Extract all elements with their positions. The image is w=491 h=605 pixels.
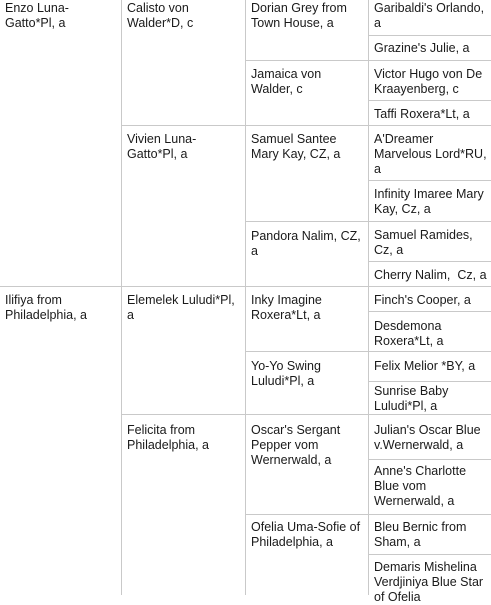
gen4-ancestor: Infinity Imaree Mary Kay, Cz, a [374, 187, 484, 216]
gen4-ancestor: Grazine's Julie, a [374, 41, 470, 55]
gen4-ancestor: Cherry Nalim, Cz, a [374, 268, 487, 282]
gen4-ancestor: Victor Hugo von De Kraayenberg, c [374, 67, 483, 96]
gen4-ancestor: Samuel Ramides, Cz, a [374, 228, 473, 257]
gen3-ancestor: Pandora Nalim, CZ, a [251, 229, 361, 258]
gen4-ancestor: Desdemona Roxera*Lt, a [374, 319, 444, 348]
gen4-ancestor: Bleu Bernic from Sham, a [374, 520, 467, 549]
gen3-ancestor: Dorian Grey from Town House, a [251, 1, 347, 30]
gen4-ancestor: Julian's Oscar Blue v.Wernerwald, a [374, 423, 481, 452]
gen4-ancestor: Sunrise Baby Luludi*Pl, a [374, 384, 449, 413]
gen3-ancestor: Jamaica von Walder, c [251, 67, 322, 96]
gen4-ancestor: Demaris Mishelina Verdjiniya Blue Star of Ofelia [374, 560, 484, 604]
gen4-ancestor: Garibaldi's Orlando, a [374, 1, 485, 30]
gen3-ancestor: Inky Imagine Roxera*Lt, a [251, 293, 322, 322]
gen1-ancestor: Enzo Luna-Gatto*Pl, a [5, 1, 69, 30]
gen1-ancestor: Ilifiya from Philadelphia, a [5, 293, 88, 322]
gen2-ancestor: Calisto von Walder*D, c [127, 1, 194, 30]
gen3-ancestor: Oscar's Sergant Pepper vom Wernerwald, a [251, 423, 341, 467]
gen2-ancestor: Felicita from Philadelphia, a [127, 423, 210, 452]
gen3-ancestor: Yo-Yo Swing Luludi*Pl, a [251, 359, 321, 388]
gen3-ancestor: Samuel Santee Mary Kay, CZ, a [251, 132, 341, 161]
gen2-ancestor: Elemelek Luludi*Pl, a [127, 293, 235, 322]
gen2-ancestor: Vivien Luna-Gatto*Pl, a [127, 132, 197, 161]
gen4-ancestor: Finch's Cooper, a [374, 293, 471, 307]
gen4-ancestor: Anne's Charlotte Blue vom Wernerwald, a [374, 464, 467, 508]
gen4-ancestor: A'Dreamer Marvelous Lord*RU, a [374, 132, 487, 176]
gen4-ancestor: Taffi Roxera*Lt, a [374, 107, 470, 121]
gen3-ancestor: Ofelia Uma-Sofie of Philadelphia, a [251, 520, 361, 549]
gen4-ancestor: Felix Melior *BY, a [374, 359, 476, 373]
